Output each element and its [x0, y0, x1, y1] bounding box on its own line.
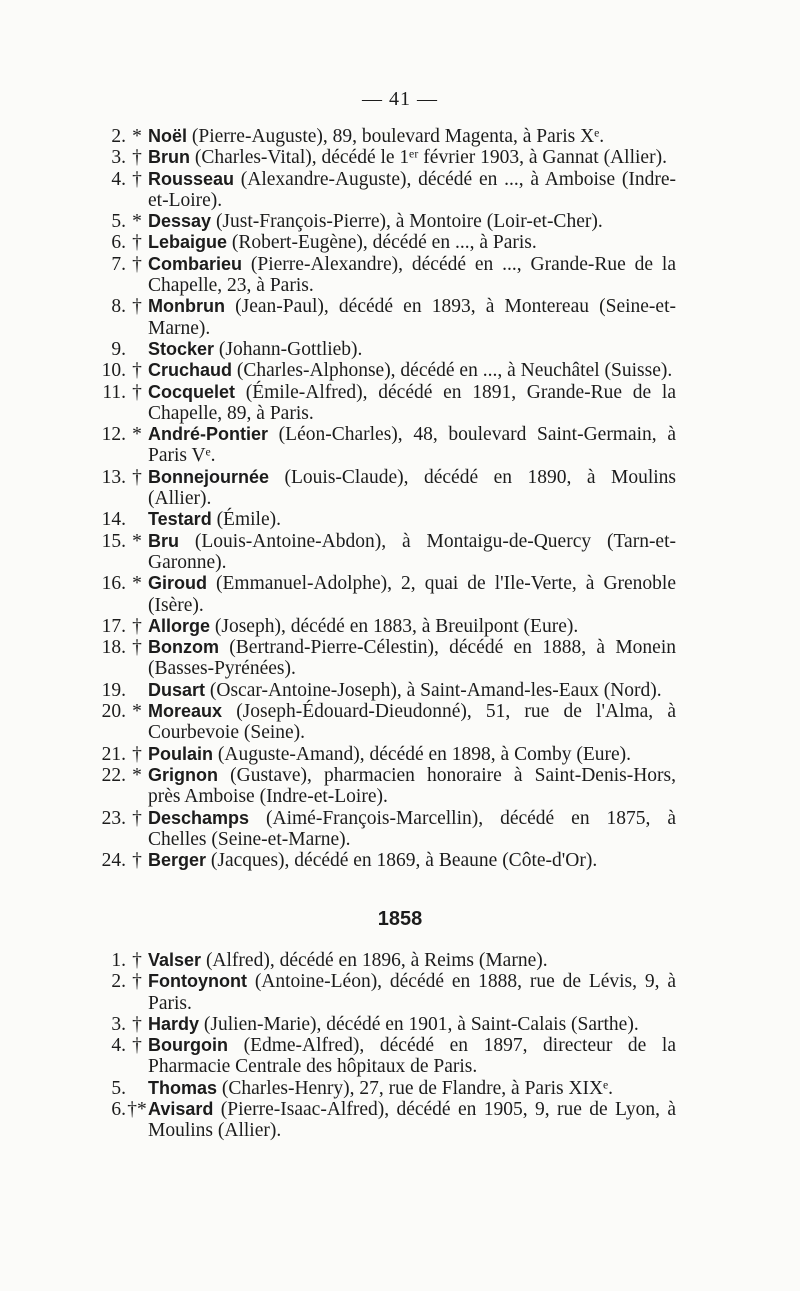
entry-number: 24.	[101, 850, 126, 872]
entry-status-mark: *	[132, 573, 142, 595]
entry-text	[148, 169, 676, 212]
entry-number: 6.	[111, 232, 126, 254]
entry-details: (Charles-Henry), 27, rue de Flandre, à Paris XIXᵉ.	[217, 1077, 613, 1099]
entry-details: (Alfred), décédé en 1896, à Reims (Marne).	[201, 950, 548, 971]
entry-status-mark: †	[132, 466, 142, 488]
entry-text	[148, 211, 676, 232]
entry-status-mark: †	[132, 743, 142, 765]
entry-surname: Bru	[148, 530, 179, 551]
entry-number: 8.	[111, 296, 126, 318]
entry-status-mark: †	[132, 232, 142, 254]
entry-status-mark	[126, 680, 148, 701]
register-entry	[96, 1014, 676, 1035]
entry-text	[148, 232, 676, 253]
entry-number: 21.	[101, 743, 126, 765]
entry-number: 18.	[101, 637, 126, 659]
entry-surname: Lebaigue	[148, 232, 228, 253]
entry-details: (Oscar-Antoine-Joseph), à Saint-Amand-les-Eaux (Nord).	[205, 679, 662, 701]
entry-number: 13.	[101, 466, 126, 488]
entry-details: (Charles-Alphonse), décédé en ..., à Neuchâtel (Suisse).	[232, 360, 673, 382]
entry-status-mark: *	[132, 530, 142, 552]
entry-status-mark	[126, 1078, 148, 1099]
entry-surname: Avisard	[148, 1099, 214, 1120]
entry-details: (Julien-Marie), décédé en 1901, à Saint-Calais (Sarthe).	[199, 1013, 639, 1035]
entry-text	[148, 531, 676, 574]
register-entry	[96, 765, 676, 808]
entry-text	[148, 1014, 676, 1035]
entry-number: 22.	[101, 764, 126, 786]
entry-surname: Fontoynont	[148, 971, 247, 992]
entry-status-mark: †	[132, 168, 142, 190]
entry-details: (Léon-Charles), 48, boulevard Saint-Germain, à Paris Vᵉ.	[148, 424, 676, 467]
entry-text	[148, 637, 676, 680]
register-entry	[96, 744, 676, 765]
entry-surname: Monbrun	[148, 296, 225, 317]
entry-status-mark: *	[132, 211, 142, 233]
entry-surname: Hardy	[148, 1013, 200, 1034]
entry-details: (Just-François-Pierre), à Montoire (Loir-et-Cher).	[211, 211, 603, 233]
entry-list-1857	[96, 126, 676, 871]
register-entry	[96, 1035, 676, 1078]
entry-details: (Emmanuel-Adolphe), 2, quai de l'Ile-Verte, à Grenoble (Isère).	[148, 573, 676, 616]
register-entry	[96, 424, 676, 467]
entry-surname: Thomas	[148, 1077, 218, 1098]
entry-surname: Brun	[148, 147, 190, 168]
entry-details: (Pierre-Alexandre), décédé en ..., Grande-Rue de la Chapelle, 23, à Paris.	[148, 253, 676, 297]
entry-details: (Robert-Eugène), décédé en ..., à Paris.	[227, 232, 537, 254]
register-entry	[96, 1099, 676, 1142]
entry-number: 10.	[101, 360, 126, 382]
register-entry	[96, 637, 676, 680]
entry-text	[148, 850, 676, 871]
register-entry	[96, 616, 676, 637]
entry-surname: Dusart	[148, 679, 206, 700]
register-entry	[96, 509, 676, 530]
entry-number: 2.	[111, 126, 126, 147]
entry-number: 12.	[101, 424, 126, 446]
entry-surname: Bonnejournée	[148, 466, 270, 487]
register-entry	[96, 808, 676, 851]
entry-text	[148, 1099, 676, 1142]
register-entry	[96, 850, 676, 871]
entry-number: 14.	[101, 509, 126, 531]
entry-status-mark: †	[132, 253, 142, 275]
entry-number: 3.	[111, 147, 126, 169]
register-entry	[96, 573, 676, 616]
entry-details: (Bertrand-Pierre-Célestin), décédé en 1888, à Monein (Basses-Pyrénées).	[148, 637, 676, 680]
entry-status-mark: †	[132, 971, 142, 993]
entry-status-mark: *	[132, 424, 142, 446]
register-entry	[96, 339, 676, 360]
entry-surname: Berger	[148, 850, 207, 871]
entry-text	[148, 573, 676, 616]
register-entry	[96, 169, 676, 212]
entry-details: (Pierre-Isaac-Alfred), décédé en 1905, 9, rue de Lyon, à Moulins (Allier).	[148, 1099, 676, 1142]
entry-details: (Aimé-François-Marcellin), décédé en 1875, à Chelles (Seine-et-Marne).	[148, 807, 676, 850]
entry-text	[148, 1078, 676, 1099]
entry-status-mark: †	[132, 950, 142, 971]
register-entry	[96, 296, 676, 339]
entry-details: (Jacques), décédé en 1869, à Beaune (Côte-d'Or).	[206, 850, 598, 872]
entry-number: 1.	[111, 950, 126, 971]
entry-number: 5.	[111, 1077, 126, 1099]
register-entry	[96, 232, 676, 253]
entry-status-mark: †	[132, 1013, 142, 1035]
entry-text	[148, 744, 676, 765]
entry-text	[148, 147, 676, 168]
entry-text	[148, 126, 676, 147]
register-entry	[96, 467, 676, 510]
entry-details: (Émile).	[211, 509, 281, 531]
entry-status-mark: †	[132, 637, 142, 659]
entry-status-mark: †	[132, 381, 142, 403]
entry-text	[148, 765, 676, 808]
entry-text	[148, 616, 676, 637]
register-entry	[96, 126, 676, 147]
entry-surname: Giroud	[148, 573, 207, 594]
entry-status-mark	[126, 339, 148, 360]
entry-details: (Pierre-Auguste), 89, boulevard Magenta, à Paris Xᵉ.	[187, 126, 605, 147]
entry-surname: André-Pontier	[148, 424, 269, 445]
entry-details: (Antoine-Léon), décédé en 1888, rue de Lévis, 9, à Paris.	[148, 971, 676, 1014]
section-year-heading: 1858	[377, 908, 423, 930]
entry-number: 16.	[101, 573, 126, 595]
entry-number: 6.	[111, 1099, 126, 1121]
entry-number: 7.	[111, 253, 126, 275]
entry-number: 5.	[111, 211, 126, 233]
entry-text	[148, 971, 676, 1014]
entry-text	[148, 701, 676, 744]
entry-details: (Joseph-Édouard-Dieudonné), 51, rue de l'Alma, à Courbevoie (Seine).	[148, 701, 676, 744]
entry-details: (Louis-Claude), décédé en 1890, à Moulins (Allier).	[148, 466, 676, 510]
entry-surname: Poulain	[148, 743, 214, 764]
entry-details: (Jean-Paul), décédé en 1893, à Montereau (Seine-et-Marne).	[148, 296, 676, 339]
entry-number: 23.	[101, 807, 126, 829]
register-entry	[96, 360, 676, 381]
entry-details: (Gustave), pharmacien honoraire à Saint-Denis-Hors, près Amboise (Indre-et-Loire).	[148, 764, 676, 808]
entry-text	[148, 1035, 676, 1078]
entry-number: 15.	[101, 530, 126, 552]
entry-number: 3.	[111, 1013, 126, 1035]
entry-surname: Deschamps	[148, 807, 250, 828]
entry-number: 17.	[101, 615, 126, 637]
register-entry	[96, 971, 676, 1014]
entry-list-1858	[96, 950, 676, 1142]
entry-text	[148, 950, 676, 971]
entry-surname: Cruchaud	[148, 360, 233, 381]
entry-text	[148, 467, 676, 510]
register-entry	[96, 382, 676, 425]
entry-status-mark: †	[132, 615, 142, 637]
entry-number: 2.	[111, 971, 126, 993]
entry-status-mark: *	[132, 764, 142, 786]
entry-number: 20.	[101, 701, 126, 723]
entry-status-mark: †	[132, 1035, 142, 1057]
entry-details: (Joseph), décédé en 1883, à Breuilpont (Eure).	[210, 615, 579, 637]
entry-text	[148, 360, 676, 381]
entry-status-mark: †	[132, 850, 142, 872]
entry-surname: Noël	[148, 126, 188, 146]
entry-details: (Charles-Vital), décédé le 1ᵉʳ février 1903, à Gannat (Allier).	[190, 147, 667, 169]
entry-details: (Louis-Antoine-Abdon), à Montaigu-de-Quercy (Tarn-et-Garonne).	[148, 530, 676, 573]
entry-text	[148, 424, 676, 467]
entry-status-mark: †	[132, 807, 142, 829]
entry-text	[148, 382, 676, 425]
register-entry	[96, 950, 676, 971]
page-number-header: — 41 —	[362, 88, 438, 110]
entry-status-mark: †	[132, 147, 142, 169]
entry-details: (Alexandre-Auguste), décédé en ..., à Amboise (Indre-et-Loire).	[148, 168, 676, 211]
entry-text	[148, 339, 676, 360]
entry-status-mark: †	[132, 296, 142, 318]
entry-text	[148, 680, 676, 701]
entry-status-mark: *	[132, 126, 142, 147]
entry-status-mark: *	[132, 701, 142, 723]
register-entry	[96, 531, 676, 574]
entry-surname: Testard	[148, 509, 212, 530]
register-entry	[96, 147, 676, 168]
entry-details: (Émile-Alfred), décédé en 1891, Grande-Rue de la Chapelle, 89, à Paris.	[148, 381, 676, 424]
entry-number: 19.	[101, 679, 126, 701]
entry-number: 9.	[111, 338, 126, 360]
entry-number: 4.	[111, 1035, 126, 1057]
entry-surname: Cocquelet	[148, 381, 236, 402]
entry-surname: Dessay	[148, 211, 212, 232]
entry-status-mark: †	[132, 360, 142, 382]
register-entry	[96, 1078, 676, 1099]
register-entry	[96, 211, 676, 232]
entry-surname: Stocker	[148, 338, 215, 359]
entry-text	[148, 254, 676, 297]
entry-details: (Edme-Alfred), décédé en 1897, directeur de la Pharmacie Centrale des hôpitaux de Paris.	[148, 1035, 676, 1078]
entry-status-mark: †*	[127, 1099, 147, 1121]
entry-surname: Bonzom	[148, 637, 219, 658]
entry-surname: Grignon	[148, 764, 218, 785]
entry-text	[148, 509, 676, 530]
entry-details: (Auguste-Amand), décédé en 1898, à Comby (Eure).	[213, 743, 632, 765]
entry-details: (Johann-Gottlieb).	[214, 338, 363, 360]
entry-number: 4.	[111, 168, 126, 190]
entry-status-mark	[126, 509, 148, 530]
entry-text	[148, 808, 676, 851]
entry-text	[148, 296, 676, 339]
register-entry	[96, 680, 676, 701]
register-entry	[96, 254, 676, 297]
entry-surname: Valser	[148, 950, 202, 970]
entry-surname: Bourgoin	[148, 1035, 228, 1056]
entry-surname: Rousseau	[148, 168, 235, 189]
entry-number: 11.	[102, 381, 126, 403]
register-entry	[96, 701, 676, 744]
entry-surname: Allorge	[148, 615, 211, 636]
entry-surname: Combarieu	[148, 253, 243, 274]
entry-surname: Moreaux	[148, 701, 223, 722]
